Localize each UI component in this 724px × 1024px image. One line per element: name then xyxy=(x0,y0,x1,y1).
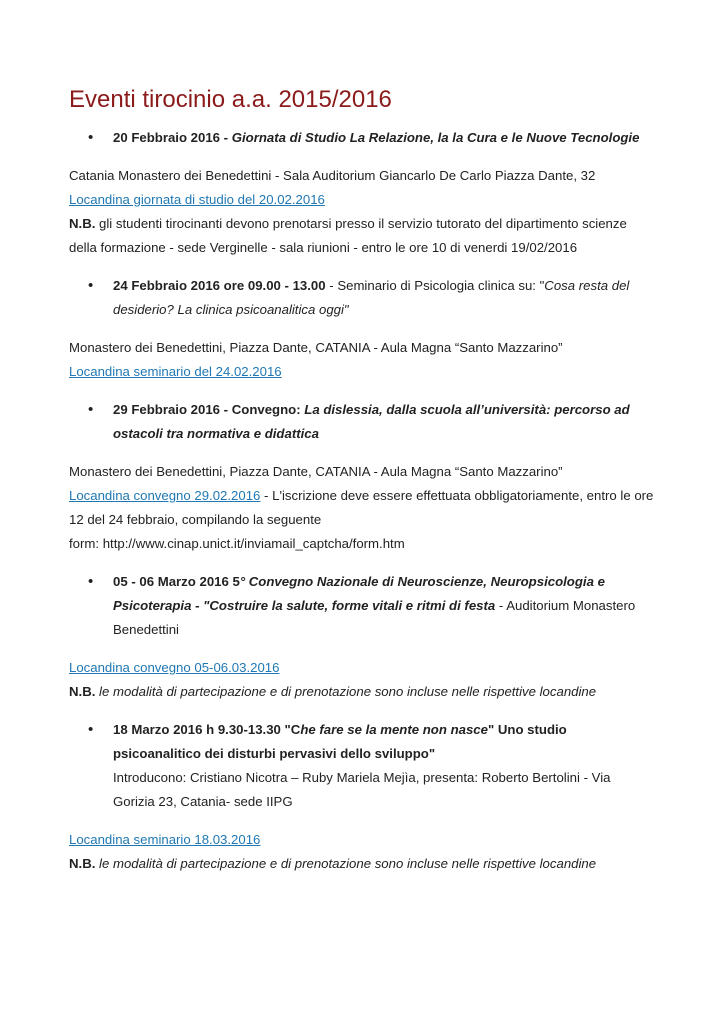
event-date: 05 - 06 Marzo 2016 5 xyxy=(113,574,240,589)
event-item-2 xyxy=(69,274,654,322)
event-item-4 xyxy=(69,570,654,642)
event-list-4 xyxy=(69,570,654,642)
event-location: Monastero dei Benedettini, Piazza Dante, CATANIA - Aula Magna “Santo Mazzarino” xyxy=(69,340,563,355)
event-date: 24 Febbraio 2016 ore 09.00 - 13.00 xyxy=(113,278,326,293)
page-title: Eventi tirocinio a.a. 2015/2016 xyxy=(69,86,392,113)
event-item-1 xyxy=(69,126,654,150)
event-title: Giornata di Studio La Relazione, la la Cura e le Nuove Tecnologie xyxy=(231,130,640,145)
event-list-3 xyxy=(69,398,654,446)
event-title: La dislessia, dalla scuola all’università: percorso ad ostacoli tra normativa e didattica xyxy=(113,402,630,441)
event-date: 18 Marzo 2016 h 9.30-13.30 "C xyxy=(113,722,301,737)
event-subtitle: " Uno studio psicoanalitico dei disturbi pervasivi dello sviluppo" xyxy=(113,722,567,761)
event-date: 29 Febbraio 2016 - Convegno: xyxy=(113,402,305,417)
registration-form-url: form: http://www.cinap.unict.it/inviamail_captcha/form.htm xyxy=(69,536,405,551)
note-text: le modalità di partecipazione e di prenotazione sono incluse nelle rispettive locandine xyxy=(95,684,597,699)
event-note xyxy=(69,680,654,704)
event-intro: Introducono: Cristiano Nicotra – Ruby Mariela Mejìa, presenta: Roberto Bertolini - Via Gorizia 23, Catania- sede IIPG xyxy=(113,770,611,809)
event-list-2 xyxy=(69,274,654,322)
note-text: gli studenti tirocinanti devono prenotarsi presso il servizio tutorato del dipartimento scienze della formazione - sede Verginelle - sala riunioni - entro le ore 10 di venerdi 19/02/2016 xyxy=(69,216,627,255)
note-text: le modalità di partecipazione e di prenotazione sono incluse nelle rispettive locandine xyxy=(95,856,597,871)
event-location: Catania Monastero dei Benedettini - Sala Auditorium Giancarlo De Carlo Piazza Dante, 32 xyxy=(69,168,596,183)
event-flyer-link[interactable]: Locandina seminario 18.03.2016 xyxy=(69,832,261,847)
event-date: 20 Febbraio 2016 - xyxy=(113,130,232,145)
event-description: - Seminario di Psicologia clinica su: " xyxy=(325,278,545,293)
event-title: ° Convegno Nazionale di Neuroscienze, Neuropsicologia e Psicoterapia - "Costruire la salute, forme vitali e ritmi di festa xyxy=(113,574,605,613)
event-flyer-link[interactable]: Locandina convegno 05-06.03.2016 xyxy=(69,660,280,675)
event-flyer-link[interactable]: Locandina convegno 29.02.2016 xyxy=(69,488,261,503)
event-title: he fare se la mente non nasce xyxy=(300,722,488,737)
event-title: Cosa resta del desiderio? La clinica psicoanalitica oggi" xyxy=(113,278,630,317)
event-location: Monastero dei Benedettini, Piazza Dante, CATANIA - Aula Magna “Santo Mazzarino” xyxy=(69,464,563,479)
event-list-5 xyxy=(69,718,654,814)
event-flyer-link[interactable]: Locandina giornata di studio del 20.02.2016 xyxy=(69,192,325,207)
event-description: - Auditorium Monastero Benedettini xyxy=(113,598,636,637)
registration-text: - L'iscrizione deve essere effettuata obbligatoriamente, entro le ore 12 del 24 febbraio, compilando la seguente xyxy=(69,488,654,527)
note-label: N.B. xyxy=(69,216,96,231)
event-list-1 xyxy=(69,126,654,150)
note-label: N.B. xyxy=(69,856,96,871)
event-flyer-link[interactable]: Locandina seminario del 24.02.2016 xyxy=(69,364,282,379)
note-label: N.B. xyxy=(69,684,96,699)
event-registration xyxy=(69,484,654,532)
event-item-5 xyxy=(69,718,654,814)
event-note xyxy=(69,212,654,260)
event-item-3 xyxy=(69,398,654,446)
event-note xyxy=(69,852,654,876)
